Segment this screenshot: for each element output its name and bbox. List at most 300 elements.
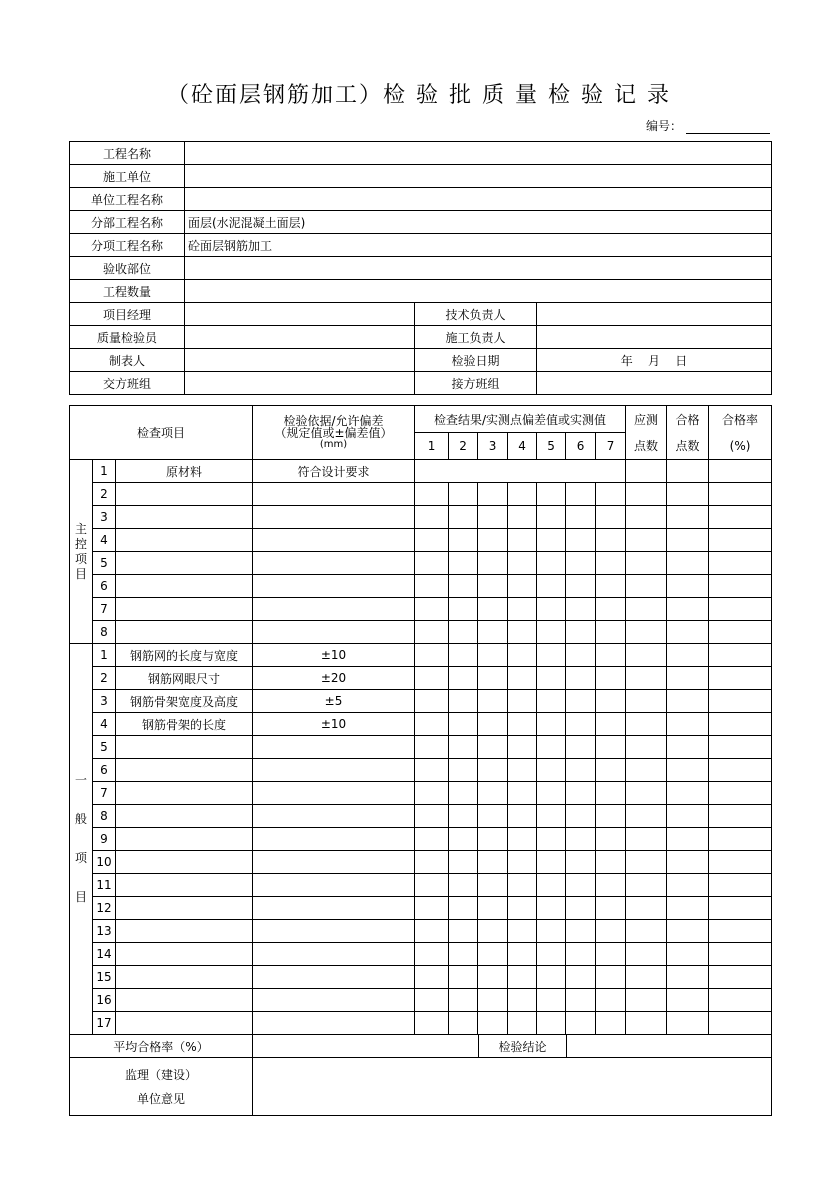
- pass-count-cell[interactable]: [667, 782, 709, 805]
- result-cell[interactable]: [415, 943, 449, 966]
- result-cell[interactable]: [537, 851, 566, 874]
- result-cell[interactable]: [566, 897, 596, 920]
- result-cell[interactable]: [537, 667, 566, 690]
- result-cell[interactable]: [415, 690, 449, 713]
- result-cell[interactable]: [478, 851, 508, 874]
- pass-rate-cell[interactable]: [709, 828, 772, 851]
- item-name[interactable]: [116, 506, 253, 529]
- result-cell[interactable]: [566, 667, 596, 690]
- project-manager-field[interactable]: [185, 303, 415, 326]
- should-count-cell[interactable]: [626, 690, 667, 713]
- result-cell[interactable]: [596, 782, 626, 805]
- result-cell[interactable]: [508, 598, 537, 621]
- result-cell[interactable]: [537, 1012, 566, 1035]
- should-count-cell[interactable]: [626, 529, 667, 552]
- result-cell[interactable]: [449, 667, 478, 690]
- pass-rate-cell[interactable]: [709, 552, 772, 575]
- item-basis[interactable]: [253, 897, 415, 920]
- result-cell[interactable]: [596, 667, 626, 690]
- item-basis[interactable]: [253, 736, 415, 759]
- result-cell[interactable]: [596, 644, 626, 667]
- result-cell[interactable]: [508, 943, 537, 966]
- acceptance-part-field[interactable]: [185, 257, 772, 280]
- result-cell[interactable]: [415, 529, 449, 552]
- result-cell[interactable]: [596, 552, 626, 575]
- result-cell[interactable]: [415, 920, 449, 943]
- pass-rate-cell[interactable]: [709, 874, 772, 897]
- item-basis[interactable]: [253, 828, 415, 851]
- result-cell[interactable]: [596, 874, 626, 897]
- pass-rate-cell[interactable]: [709, 966, 772, 989]
- pass-count-cell[interactable]: [667, 966, 709, 989]
- item-basis[interactable]: ±10: [253, 713, 415, 736]
- item-basis[interactable]: [253, 851, 415, 874]
- result-cell[interactable]: [508, 644, 537, 667]
- result-cell[interactable]: [415, 828, 449, 851]
- result-cell[interactable]: [596, 989, 626, 1012]
- result-cell[interactable]: [596, 828, 626, 851]
- result-cell[interactable]: [537, 483, 566, 506]
- result-cell[interactable]: [415, 989, 449, 1012]
- result-cell[interactable]: [508, 736, 537, 759]
- item-basis[interactable]: [253, 759, 415, 782]
- result-cell[interactable]: [566, 736, 596, 759]
- pass-count-cell[interactable]: [667, 851, 709, 874]
- pass-rate-cell[interactable]: [709, 506, 772, 529]
- result-cell[interactable]: [596, 897, 626, 920]
- result-cell[interactable]: [537, 506, 566, 529]
- result-cell[interactable]: [537, 529, 566, 552]
- result-cell[interactable]: [449, 759, 478, 782]
- result-cell[interactable]: [415, 598, 449, 621]
- result-cell[interactable]: [415, 897, 449, 920]
- result-cell[interactable]: [478, 920, 508, 943]
- item-name[interactable]: 钢筋骨架宽度及高度: [116, 690, 253, 713]
- result-cell[interactable]: [478, 805, 508, 828]
- result-cell[interactable]: [566, 621, 596, 644]
- item-name[interactable]: [116, 529, 253, 552]
- result-cell[interactable]: [537, 598, 566, 621]
- result-cell[interactable]: [449, 828, 478, 851]
- result-cell[interactable]: [566, 483, 596, 506]
- result-cell[interactable]: [508, 782, 537, 805]
- should-count-cell[interactable]: [626, 1012, 667, 1035]
- result-cell[interactable]: [478, 575, 508, 598]
- pass-count-cell[interactable]: [667, 690, 709, 713]
- quantity-field[interactable]: [185, 280, 772, 303]
- result-cell[interactable]: [537, 920, 566, 943]
- result-cell[interactable]: [449, 989, 478, 1012]
- result-cell[interactable]: [537, 713, 566, 736]
- result-cell[interactable]: [508, 575, 537, 598]
- item-basis[interactable]: 符合设计要求: [253, 460, 415, 483]
- item-name[interactable]: [116, 989, 253, 1012]
- should-count-cell[interactable]: [626, 575, 667, 598]
- result-cell[interactable]: [566, 920, 596, 943]
- result-cell[interactable]: [566, 966, 596, 989]
- pass-rate-cell[interactable]: [709, 621, 772, 644]
- pass-count-cell[interactable]: [667, 575, 709, 598]
- result-cell[interactable]: [596, 483, 626, 506]
- result-cell[interactable]: [537, 943, 566, 966]
- pass-rate-cell[interactable]: [709, 782, 772, 805]
- result-cell[interactable]: [596, 713, 626, 736]
- result-cell[interactable]: [508, 759, 537, 782]
- result-cell[interactable]: [415, 851, 449, 874]
- supervisor-opinion-field[interactable]: [253, 1058, 772, 1116]
- result-cell[interactable]: [508, 989, 537, 1012]
- result-cell[interactable]: [449, 690, 478, 713]
- pass-rate-cell[interactable]: [709, 920, 772, 943]
- item-basis[interactable]: ±10: [253, 644, 415, 667]
- result-cell[interactable]: [508, 920, 537, 943]
- pass-count-cell[interactable]: [667, 805, 709, 828]
- result-cell[interactable]: [566, 552, 596, 575]
- result-cell[interactable]: [566, 644, 596, 667]
- result-cell[interactable]: [478, 736, 508, 759]
- pass-rate-cell[interactable]: [709, 529, 772, 552]
- result-cell[interactable]: [508, 690, 537, 713]
- item-name[interactable]: [116, 1012, 253, 1035]
- result-cell[interactable]: [415, 575, 449, 598]
- item-name[interactable]: [116, 575, 253, 598]
- result-cell[interactable]: [415, 759, 449, 782]
- should-count-cell[interactable]: [626, 966, 667, 989]
- pass-count-cell[interactable]: [667, 552, 709, 575]
- pass-rate-cell[interactable]: [709, 460, 772, 483]
- result-cell[interactable]: [566, 529, 596, 552]
- pass-count-cell[interactable]: [667, 483, 709, 506]
- pass-count-cell[interactable]: [667, 828, 709, 851]
- pass-rate-cell[interactable]: [709, 598, 772, 621]
- result-cell[interactable]: [415, 1012, 449, 1035]
- result-cell[interactable]: [596, 943, 626, 966]
- result-cell[interactable]: [508, 851, 537, 874]
- pass-count-cell[interactable]: [667, 460, 709, 483]
- result-cell[interactable]: [596, 529, 626, 552]
- result-cell[interactable]: [508, 828, 537, 851]
- result-cell[interactable]: [478, 966, 508, 989]
- conclusion-field[interactable]: [567, 1035, 772, 1058]
- result-cell[interactable]: [478, 782, 508, 805]
- pass-rate-cell[interactable]: [709, 943, 772, 966]
- result-cell[interactable]: [478, 621, 508, 644]
- result-cell[interactable]: [449, 552, 478, 575]
- should-count-cell[interactable]: [626, 782, 667, 805]
- result-cell[interactable]: [566, 782, 596, 805]
- item-name[interactable]: [116, 598, 253, 621]
- pass-count-cell[interactable]: [667, 1012, 709, 1035]
- result-cell[interactable]: [566, 851, 596, 874]
- result-cell[interactable]: [478, 828, 508, 851]
- result-cell[interactable]: [566, 989, 596, 1012]
- result-cell[interactable]: [415, 552, 449, 575]
- result-cell[interactable]: [478, 759, 508, 782]
- construction-unit-field[interactable]: [185, 165, 772, 188]
- result-cell[interactable]: [566, 874, 596, 897]
- result-cell[interactable]: [415, 874, 449, 897]
- result-cell[interactable]: [415, 736, 449, 759]
- result-cell[interactable]: [537, 621, 566, 644]
- should-count-cell[interactable]: [626, 759, 667, 782]
- item-name[interactable]: [116, 736, 253, 759]
- result-cell[interactable]: [449, 805, 478, 828]
- result-cell[interactable]: [508, 897, 537, 920]
- item-name[interactable]: [116, 805, 253, 828]
- item-name[interactable]: [116, 874, 253, 897]
- result-cell[interactable]: [508, 1012, 537, 1035]
- result-cell[interactable]: [537, 736, 566, 759]
- result-cell[interactable]: [566, 506, 596, 529]
- result-cell[interactable]: [478, 1012, 508, 1035]
- project-name-field[interactable]: [185, 142, 772, 165]
- should-count-cell[interactable]: [626, 989, 667, 1012]
- pass-count-cell[interactable]: [667, 736, 709, 759]
- quality-inspector-field[interactable]: [185, 326, 415, 349]
- pass-rate-cell[interactable]: [709, 989, 772, 1012]
- tech-leader-field[interactable]: [537, 303, 772, 326]
- item-basis[interactable]: [253, 598, 415, 621]
- pass-rate-cell[interactable]: [709, 713, 772, 736]
- should-count-cell[interactable]: [626, 874, 667, 897]
- pass-count-cell[interactable]: [667, 598, 709, 621]
- should-count-cell[interactable]: [626, 483, 667, 506]
- result-cell[interactable]: [537, 897, 566, 920]
- pass-count-cell[interactable]: [667, 759, 709, 782]
- pass-rate-cell[interactable]: [709, 805, 772, 828]
- construction-leader-field[interactable]: [537, 326, 772, 349]
- should-count-cell[interactable]: [626, 851, 667, 874]
- pass-rate-cell[interactable]: [709, 736, 772, 759]
- result-cell[interactable]: [478, 644, 508, 667]
- code-input[interactable]: [686, 121, 770, 134]
- item-basis[interactable]: [253, 943, 415, 966]
- result-cell[interactable]: [566, 598, 596, 621]
- result-cell[interactable]: [449, 529, 478, 552]
- result-cell[interactable]: [537, 690, 566, 713]
- item-name[interactable]: [116, 621, 253, 644]
- pass-rate-cell[interactable]: [709, 897, 772, 920]
- result-cell[interactable]: [449, 920, 478, 943]
- result-cell[interactable]: [415, 644, 449, 667]
- result-cell[interactable]: [537, 575, 566, 598]
- result-cell[interactable]: [566, 828, 596, 851]
- result-cell[interactable]: [566, 805, 596, 828]
- should-count-cell[interactable]: [626, 460, 667, 483]
- item-basis[interactable]: [253, 552, 415, 575]
- item-name[interactable]: [116, 897, 253, 920]
- should-count-cell[interactable]: [626, 713, 667, 736]
- result-cell[interactable]: [537, 644, 566, 667]
- result-cell[interactable]: [537, 966, 566, 989]
- result-cell[interactable]: [478, 874, 508, 897]
- result-cell[interactable]: [537, 782, 566, 805]
- item-basis[interactable]: [253, 483, 415, 506]
- division-field[interactable]: 面层(水泥混凝土面层): [185, 211, 772, 234]
- result-cell[interactable]: [508, 667, 537, 690]
- item-name[interactable]: 钢筋网眼尺寸: [116, 667, 253, 690]
- result-cell[interactable]: [566, 1012, 596, 1035]
- item-name[interactable]: [116, 966, 253, 989]
- receiving-team-field[interactable]: [537, 372, 772, 395]
- result-cell[interactable]: [596, 598, 626, 621]
- result-cell[interactable]: [537, 805, 566, 828]
- pass-count-cell[interactable]: [667, 943, 709, 966]
- should-count-cell[interactable]: [626, 667, 667, 690]
- result-cell[interactable]: [478, 897, 508, 920]
- pass-count-cell[interactable]: [667, 529, 709, 552]
- pass-count-cell[interactable]: [667, 621, 709, 644]
- item-basis[interactable]: [253, 920, 415, 943]
- pass-rate-cell[interactable]: [709, 759, 772, 782]
- result-cell[interactable]: [478, 989, 508, 1012]
- handover-team-field[interactable]: [185, 372, 415, 395]
- item-name[interactable]: 钢筋网的长度与宽度: [116, 644, 253, 667]
- result-cell[interactable]: [566, 759, 596, 782]
- item-basis[interactable]: [253, 1012, 415, 1035]
- result-cell[interactable]: [478, 943, 508, 966]
- result-cell[interactable]: [566, 713, 596, 736]
- result-cell[interactable]: [449, 736, 478, 759]
- pass-count-cell[interactable]: [667, 920, 709, 943]
- result-cell[interactable]: [415, 805, 449, 828]
- result-cell[interactable]: [449, 713, 478, 736]
- result-cell[interactable]: [449, 506, 478, 529]
- item-name[interactable]: [116, 920, 253, 943]
- result-cell[interactable]: [415, 966, 449, 989]
- inspect-date-field[interactable]: 年 月 日: [537, 349, 772, 372]
- result-cell[interactable]: [596, 506, 626, 529]
- item-basis[interactable]: [253, 966, 415, 989]
- result-cell[interactable]: [537, 759, 566, 782]
- pass-count-cell[interactable]: [667, 989, 709, 1012]
- result-cell[interactable]: [508, 874, 537, 897]
- pass-count-cell[interactable]: [667, 506, 709, 529]
- result-cell[interactable]: [478, 483, 508, 506]
- avg-rate-field[interactable]: [253, 1035, 479, 1058]
- result-cell[interactable]: [596, 621, 626, 644]
- item-basis[interactable]: ±20: [253, 667, 415, 690]
- result-cell[interactable]: [537, 874, 566, 897]
- result-cell[interactable]: [478, 667, 508, 690]
- result-cell[interactable]: [449, 851, 478, 874]
- result-cell[interactable]: [537, 989, 566, 1012]
- result-cell[interactable]: [596, 805, 626, 828]
- should-count-cell[interactable]: [626, 897, 667, 920]
- should-count-cell[interactable]: [626, 736, 667, 759]
- item-basis[interactable]: [253, 621, 415, 644]
- item-basis[interactable]: [253, 506, 415, 529]
- unit-project-field[interactable]: [185, 188, 772, 211]
- result-cell[interactable]: [596, 759, 626, 782]
- result-cell[interactable]: [596, 736, 626, 759]
- item-name[interactable]: 原材料: [116, 460, 253, 483]
- result-cell[interactable]: [596, 966, 626, 989]
- item-name[interactable]: 钢筋骨架的长度: [116, 713, 253, 736]
- pass-count-cell[interactable]: [667, 713, 709, 736]
- result-cell[interactable]: [537, 552, 566, 575]
- result-cell[interactable]: [449, 782, 478, 805]
- pass-rate-cell[interactable]: [709, 644, 772, 667]
- pass-count-cell[interactable]: [667, 897, 709, 920]
- should-count-cell[interactable]: [626, 828, 667, 851]
- result-cell[interactable]: [566, 943, 596, 966]
- should-count-cell[interactable]: [626, 644, 667, 667]
- item-name[interactable]: [116, 483, 253, 506]
- result-cell[interactable]: [596, 851, 626, 874]
- should-count-cell[interactable]: [626, 552, 667, 575]
- result-cell[interactable]: [449, 943, 478, 966]
- pass-count-cell[interactable]: [667, 874, 709, 897]
- result-cell[interactable]: [415, 621, 449, 644]
- should-count-cell[interactable]: [626, 506, 667, 529]
- result-cell[interactable]: [508, 506, 537, 529]
- result-cell[interactable]: [596, 575, 626, 598]
- result-cell[interactable]: [449, 575, 478, 598]
- item-basis[interactable]: [253, 529, 415, 552]
- result-cell[interactable]: [449, 897, 478, 920]
- pass-rate-cell[interactable]: [709, 575, 772, 598]
- result-cell[interactable]: [415, 460, 626, 483]
- pass-rate-cell[interactable]: [709, 667, 772, 690]
- result-cell[interactable]: [478, 713, 508, 736]
- result-cell[interactable]: [415, 506, 449, 529]
- should-count-cell[interactable]: [626, 598, 667, 621]
- result-cell[interactable]: [478, 506, 508, 529]
- result-cell[interactable]: [449, 644, 478, 667]
- item-name[interactable]: [116, 851, 253, 874]
- result-cell[interactable]: [596, 690, 626, 713]
- result-cell[interactable]: [415, 483, 449, 506]
- subdivision-field[interactable]: 砼面层钢筋加工: [185, 234, 772, 257]
- result-cell[interactable]: [449, 483, 478, 506]
- result-cell[interactable]: [508, 483, 537, 506]
- result-cell[interactable]: [508, 713, 537, 736]
- should-count-cell[interactable]: [626, 805, 667, 828]
- result-cell[interactable]: [508, 805, 537, 828]
- result-cell[interactable]: [478, 598, 508, 621]
- pass-rate-cell[interactable]: [709, 851, 772, 874]
- item-basis[interactable]: [253, 805, 415, 828]
- result-cell[interactable]: [566, 575, 596, 598]
- result-cell[interactable]: [415, 667, 449, 690]
- result-cell[interactable]: [449, 598, 478, 621]
- item-basis[interactable]: [253, 575, 415, 598]
- pass-rate-cell[interactable]: [709, 1012, 772, 1035]
- result-cell[interactable]: [478, 552, 508, 575]
- result-cell[interactable]: [415, 713, 449, 736]
- item-name[interactable]: [116, 828, 253, 851]
- should-count-cell[interactable]: [626, 621, 667, 644]
- result-cell[interactable]: [449, 621, 478, 644]
- result-cell[interactable]: [596, 920, 626, 943]
- item-basis[interactable]: [253, 782, 415, 805]
- result-cell[interactable]: [508, 529, 537, 552]
- pass-rate-cell[interactable]: [709, 483, 772, 506]
- item-name[interactable]: [116, 759, 253, 782]
- item-name[interactable]: [116, 782, 253, 805]
- result-cell[interactable]: [478, 690, 508, 713]
- result-cell[interactable]: [449, 1012, 478, 1035]
- pass-count-cell[interactable]: [667, 667, 709, 690]
- item-basis[interactable]: ±5: [253, 690, 415, 713]
- result-cell[interactable]: [537, 828, 566, 851]
- result-cell[interactable]: [449, 966, 478, 989]
- result-cell[interactable]: [566, 690, 596, 713]
- pass-count-cell[interactable]: [667, 644, 709, 667]
- item-basis[interactable]: [253, 874, 415, 897]
- item-name[interactable]: [116, 943, 253, 966]
